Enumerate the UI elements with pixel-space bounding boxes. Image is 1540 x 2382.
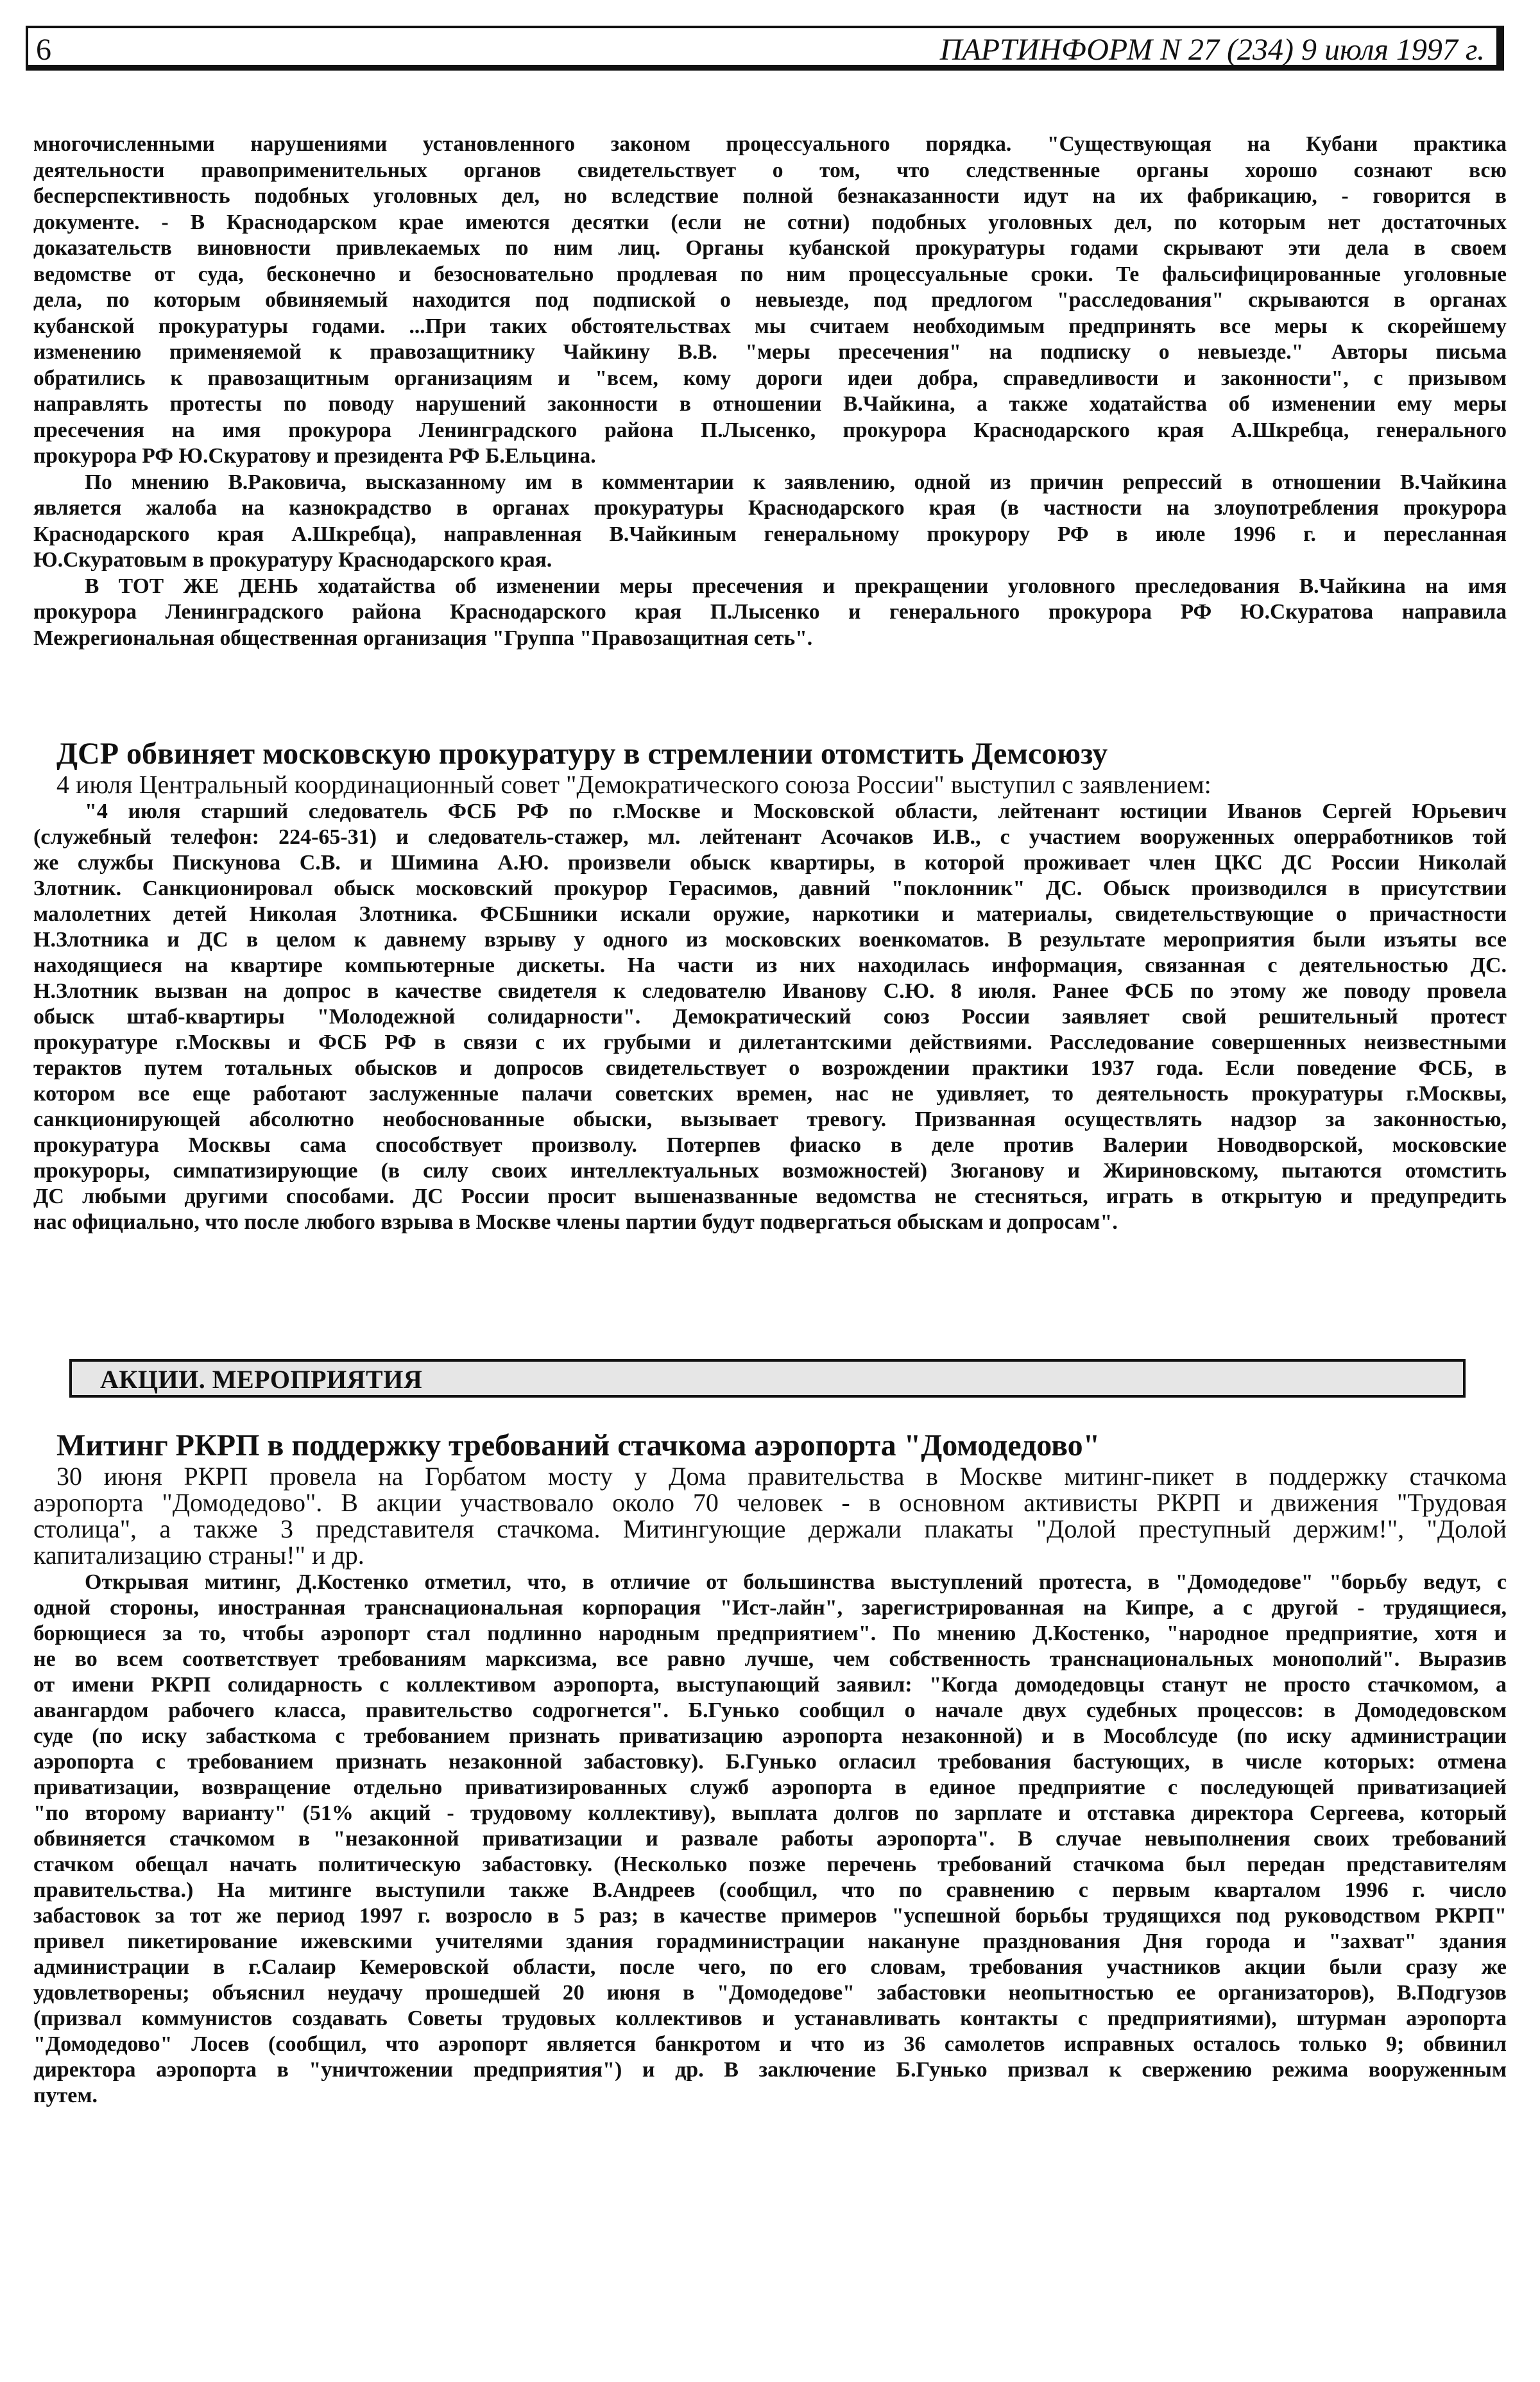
- text-line: бесперспективность подобных уголовных дел, но вследствие полной безнаказанности идут на их фабрикацию, - говорится в: [33, 184, 1507, 208]
- text-line: прокурора Ленинградского района Краснодарского края П.Лысенко и генерального прокурора РФ Ю.Скуратова направила: [33, 600, 1507, 624]
- text-line: ведомстве от суда, бесконечно и безосновательно продлевая по ним процессуальные сроки. Те фальсифицированные уголовные: [33, 262, 1507, 286]
- text-line: директора аэропорта в "уничтожении предприятия") и др. В заключение Б.Гунько призвал к свержению режима вооруженным: [33, 2058, 1507, 2082]
- text-line: кубанской прокуратуры годами. ...При таких обстоятельствах мы считаем необходимым предпринять все меры к скорейшему: [33, 314, 1507, 338]
- text-line: от имени РКРП солидарность с коллективом аэропорта, выступающий заявил: "Когда домодедовцы станут не просто стачкомом, а: [33, 1673, 1507, 1697]
- text-line: администрации в г.Салаир Кемеровской области, после чего, по его словам, требования участников акции были сразу же: [33, 1955, 1507, 1979]
- text-line: прокуроры, симпатизирующие (в силу своих интеллектуальных возможностей) Зюганову и Жириновскому, пытаются отомстить: [33, 1159, 1507, 1183]
- text-line: удовлетворены; объяснил неудачу прошедшей 20 июня в "Домодедове" забастовки неопытностью ее организаторов), В.Подгузов: [33, 1981, 1507, 2005]
- text-line: доказательств виновности привлекаемых по ним лиц. Органы кубанской прокуратуры годами скрывают эти дела в своем: [33, 236, 1507, 260]
- text-line: дела, по которым обвиняемый находится под подпиской о невыезде, под предлогом "расследования" скрываются в органах: [33, 288, 1507, 312]
- article-headline: ДСР обвиняет московскую прокуратуру в стремлении отомстить Демсоюзу: [56, 737, 1108, 771]
- article-1-paragraph-1: [33, 132, 1507, 470]
- text-line: стачком обещал начать политическую забастовку. (Несколько позже перечень требований стачкома был передан представителям: [33, 1853, 1507, 1876]
- text-line: многочисленными нарушениями установленного законом процессуального порядка. "Существующая на Кубани практика: [33, 132, 1507, 156]
- text-line: суде (по иску забасткома с требованием признать приватизацию аэропорта незаконной) и в Мособлсуде (по иску администрации: [33, 1724, 1507, 1748]
- text-line: одной стороны, иностранная транснациональная корпорация "Ист-лайн", зарегистрированная на Кипре, а с другой - трудящиеся,: [33, 1596, 1507, 1620]
- text-line: аэропорта "Домодедово". В акции участвовало около 70 человек - в основном активисты РКРП и движения "Трудовая: [33, 1488, 1507, 1517]
- text-line: изменению применяемой к правозащитнику Чайкину В.В. "меры пресечения" на подписку о невыезде." Авторы письма: [33, 340, 1507, 364]
- text-line: Н.Злотника и ДС в целом к давнему взрыву у одного из московских военкоматов. В результате мероприятия были изъяты все: [33, 928, 1507, 952]
- text-line: забастовок за тот же период 1997 г. возросло в 5 раз; в качестве примеров "успешной борьбы трудящихся под руководством РКРП": [33, 1904, 1507, 1928]
- text-line: пресечения на имя прокурора Ленинградского района П.Лысенко, прокурора Краснодарского края А.Шкребца, генерального: [33, 418, 1507, 442]
- text-line: обвиняется стачкомом в "незаконной приватизации и развале работы аэропорта". В случае невыполнения своих требований: [33, 1827, 1507, 1851]
- section-title: АКЦИИ. МЕРОПРИЯТИЯ: [100, 1365, 423, 1394]
- section-banner: [69, 1359, 1466, 1398]
- text-line: "по второму варианту" (51% акций - трудовому коллективу), выплата долгов по зарплате и отставка директора Сергеева, который: [33, 1801, 1507, 1825]
- text-line: Н.Злотник вызван на допрос в качестве свидетеля к следователю Иванову С.Ю. 8 июля. Ранее ФСБ по этому же поводу провела: [33, 979, 1507, 1003]
- text-line: не во всем соответствует требованиям марксизма, все равно лучше, чем собственность транснациональных монополий". Выразив: [33, 1647, 1507, 1671]
- article-lead: 4 июля Центральный координационный совет "Демократического союза России" выступил с заявлением:: [56, 770, 1211, 799]
- text-line: аэропорта с требованием признать незаконной забастовку). Б.Гунько огласил требования бастующих, в числе которых: отмена: [33, 1750, 1507, 1774]
- text-line: документе. - В Краснодарском крае имеются десятки (если не сотни) подобных уголовных дел, по которым нет достаточных: [33, 210, 1507, 234]
- article-continuation: [33, 132, 1507, 651]
- article-dsr: [33, 737, 1507, 1235]
- text-line: является жалоба на казнокрадство в органах прокуратуры Краснодарского края (в частности на злоупотребления прокурора: [33, 496, 1507, 520]
- text-line: 30 июня РКРП провела на Горбатом мосту у Дома правительства в Москве митинг-пикет в поддержку стачкома: [56, 1462, 1507, 1491]
- article-body: [33, 1570, 1507, 2109]
- article-rkrp-rally: [33, 1428, 1507, 2109]
- text-line: прокурора РФ Ю.Скуратову и президента РФ Б.Ельцина.: [33, 444, 596, 468]
- page-number: 6: [36, 33, 51, 67]
- text-line: ДС любыми другими способами. ДС России просит вышеназванные ведомства не стесняться, играть в открытую и предупредить: [33, 1185, 1507, 1208]
- text-line: прокуратура Москвы сама способствует произволу. Потерпев фиаско в деле против Валерии Новодворской, московские: [33, 1133, 1507, 1157]
- text-line: Открывая митинг, Д.Костенко отметил, что, в отличие от большинства выступлений протеста, в "Домодедове" "борьбу ведут, с: [85, 1570, 1507, 1594]
- page-header: [26, 26, 1504, 71]
- text-line: обратились к правозащитным организациям и "всем, кому дороги идеи добра, справедливости и законности", с призывом: [33, 366, 1507, 390]
- text-line: Злотник. Санкционировал обыск московский прокурор Герасимов, давний "поклонник" ДС. Обыск производился в присутствии: [33, 877, 1507, 900]
- article-1-paragraph-3: [33, 574, 1507, 652]
- text-line: капитализацию страны!" и др.: [33, 1541, 364, 1570]
- article-body: [33, 799, 1507, 1235]
- article-lead: [33, 1463, 1507, 1568]
- text-line: В ТОТ ЖЕ ДЕНЬ ходатайства об изменении меры пресечения и прекращении уголовного преследования В.Чайкина на имя: [85, 574, 1507, 598]
- text-line: (призвал коммунистов создавать Советы трудовых коллективов и устанавливать контакты с предприятиями), штурман аэропорта: [33, 2007, 1507, 2030]
- text-line: же службы Пискунова С.В. и Шимина А.Ю. произвели обыск квартиры, в которой проживает член ЦКС ДС России Николай: [33, 851, 1507, 875]
- text-line: По мнению В.Раковича, высказанному им в комментарии к заявлению, одной из причин репрессий в отношении В.Чайкина: [85, 470, 1507, 494]
- text-line: Межрегиональная общественная организация "Группа "Правозащитная сеть".: [33, 626, 813, 650]
- text-line: обыск штаб-квартиры "Молодежной солидарности". Демократический союз России заявляет свой решительный протест: [33, 1005, 1507, 1029]
- text-line: авангардом рабочего класса, правительство содрогнется". Б.Гунько сообщил о начале двух судебных процессов: в Домодедовском: [33, 1699, 1507, 1722]
- text-line: малолетних детей Николая Злотника. ФСБшники искали оружие, наркотики и материалы, свидетельствующие о причастности: [33, 902, 1507, 926]
- article-1-paragraph-2: [33, 470, 1507, 574]
- text-line: котором все еще работают заслуженные палачи советских времен, нас не удивляет, то деятельность прокуратуры г.Москвы,: [33, 1082, 1507, 1106]
- text-line: столица", а также 3 представителя стачкома. Митингующие держали плакаты "Долой преступный держим!", "Долой: [33, 1514, 1507, 1543]
- text-line: нас официально, что после любого взрыва в Москве члены партии будут подвергаться обыскам и допросам".: [33, 1210, 1118, 1234]
- text-line: терактов путем тотальных обысков и допросов свидетельствует о возрождении практики 1937 года. Если поведение ФСБ, в: [33, 1056, 1507, 1080]
- article-headline: Митинг РКРП в поддержку требований стачкома аэропорта "Домодедово": [56, 1428, 1100, 1462]
- text-line: Краснодарского края А.Шкребца), направленная В.Чайкиным генеральному прокурору РФ в июле 1996 г. и пересланная: [33, 522, 1507, 546]
- text-line: борющиеся за то, чтобы аэропорт стал подлинно народным предприятием". По мнению Д.Костенко, "народное предприятие, хотя и: [33, 1622, 1507, 1645]
- text-line: (служебный телефон: 224-65-31) и следователь-стажер, мл. лейтенант Асочаков И.В., с участием вооруженных оперработников той: [33, 825, 1507, 849]
- text-line: правительства.) На митинге выступили также В.Андреев (сообщил, что по сравнению с первым кварталом 1996 г. число: [33, 1878, 1507, 1902]
- text-line: привел пикетирование ижевскими учителями здания горадминистрации накануне празднования Дня города и "захват" здания: [33, 1930, 1507, 1953]
- text-line: санкционирующей абсолютно необоснованные обыски, вызывает тревогу. Призванная осуществлять надзор за законностью,: [33, 1108, 1507, 1131]
- text-line: "4 июля старший следователь ФСБ РФ по г.Москве и Московской области, лейтенант юстиции Иванов Сергей Юрьевич: [85, 800, 1507, 823]
- text-line: приватизации, возвращение отдельно приватизированных служб аэропорта в единое предприятие с последующей приватизацией: [33, 1776, 1507, 1799]
- text-line: деятельности правоприменительных органов свидетельствует о том, что следственные органы хорошо сознают всю: [33, 158, 1507, 182]
- text-line: Ю.Скуратовым в прокуратуру Краснодарского края.: [33, 548, 552, 572]
- running-head: ПАРТИНФОРМ N 27 (234) 9 июля 1997 г.: [939, 33, 1485, 67]
- text-line: "Домодедово" Лосев (сообщил, что аэропорт является банкротом и что из 36 самолетов исправных осталось только 9; обвинил: [33, 2032, 1507, 2056]
- text-line: направлять протесты по поводу нарушений законности в отношении В.Чайкина, а также ходатайства об изменении ему меры: [33, 392, 1507, 416]
- text-line: находящиеся на квартире компьютерные дискеты. На части из них находилась информация, связанная с деятельностью ДС.: [33, 954, 1507, 977]
- text-line: прокуратуре г.Москвы и ФСБ РФ в связи с их грубыми и дилетантскими действиями. Расследование совершенных неизвестными: [33, 1031, 1507, 1054]
- text-line: путем.: [33, 2084, 98, 2107]
